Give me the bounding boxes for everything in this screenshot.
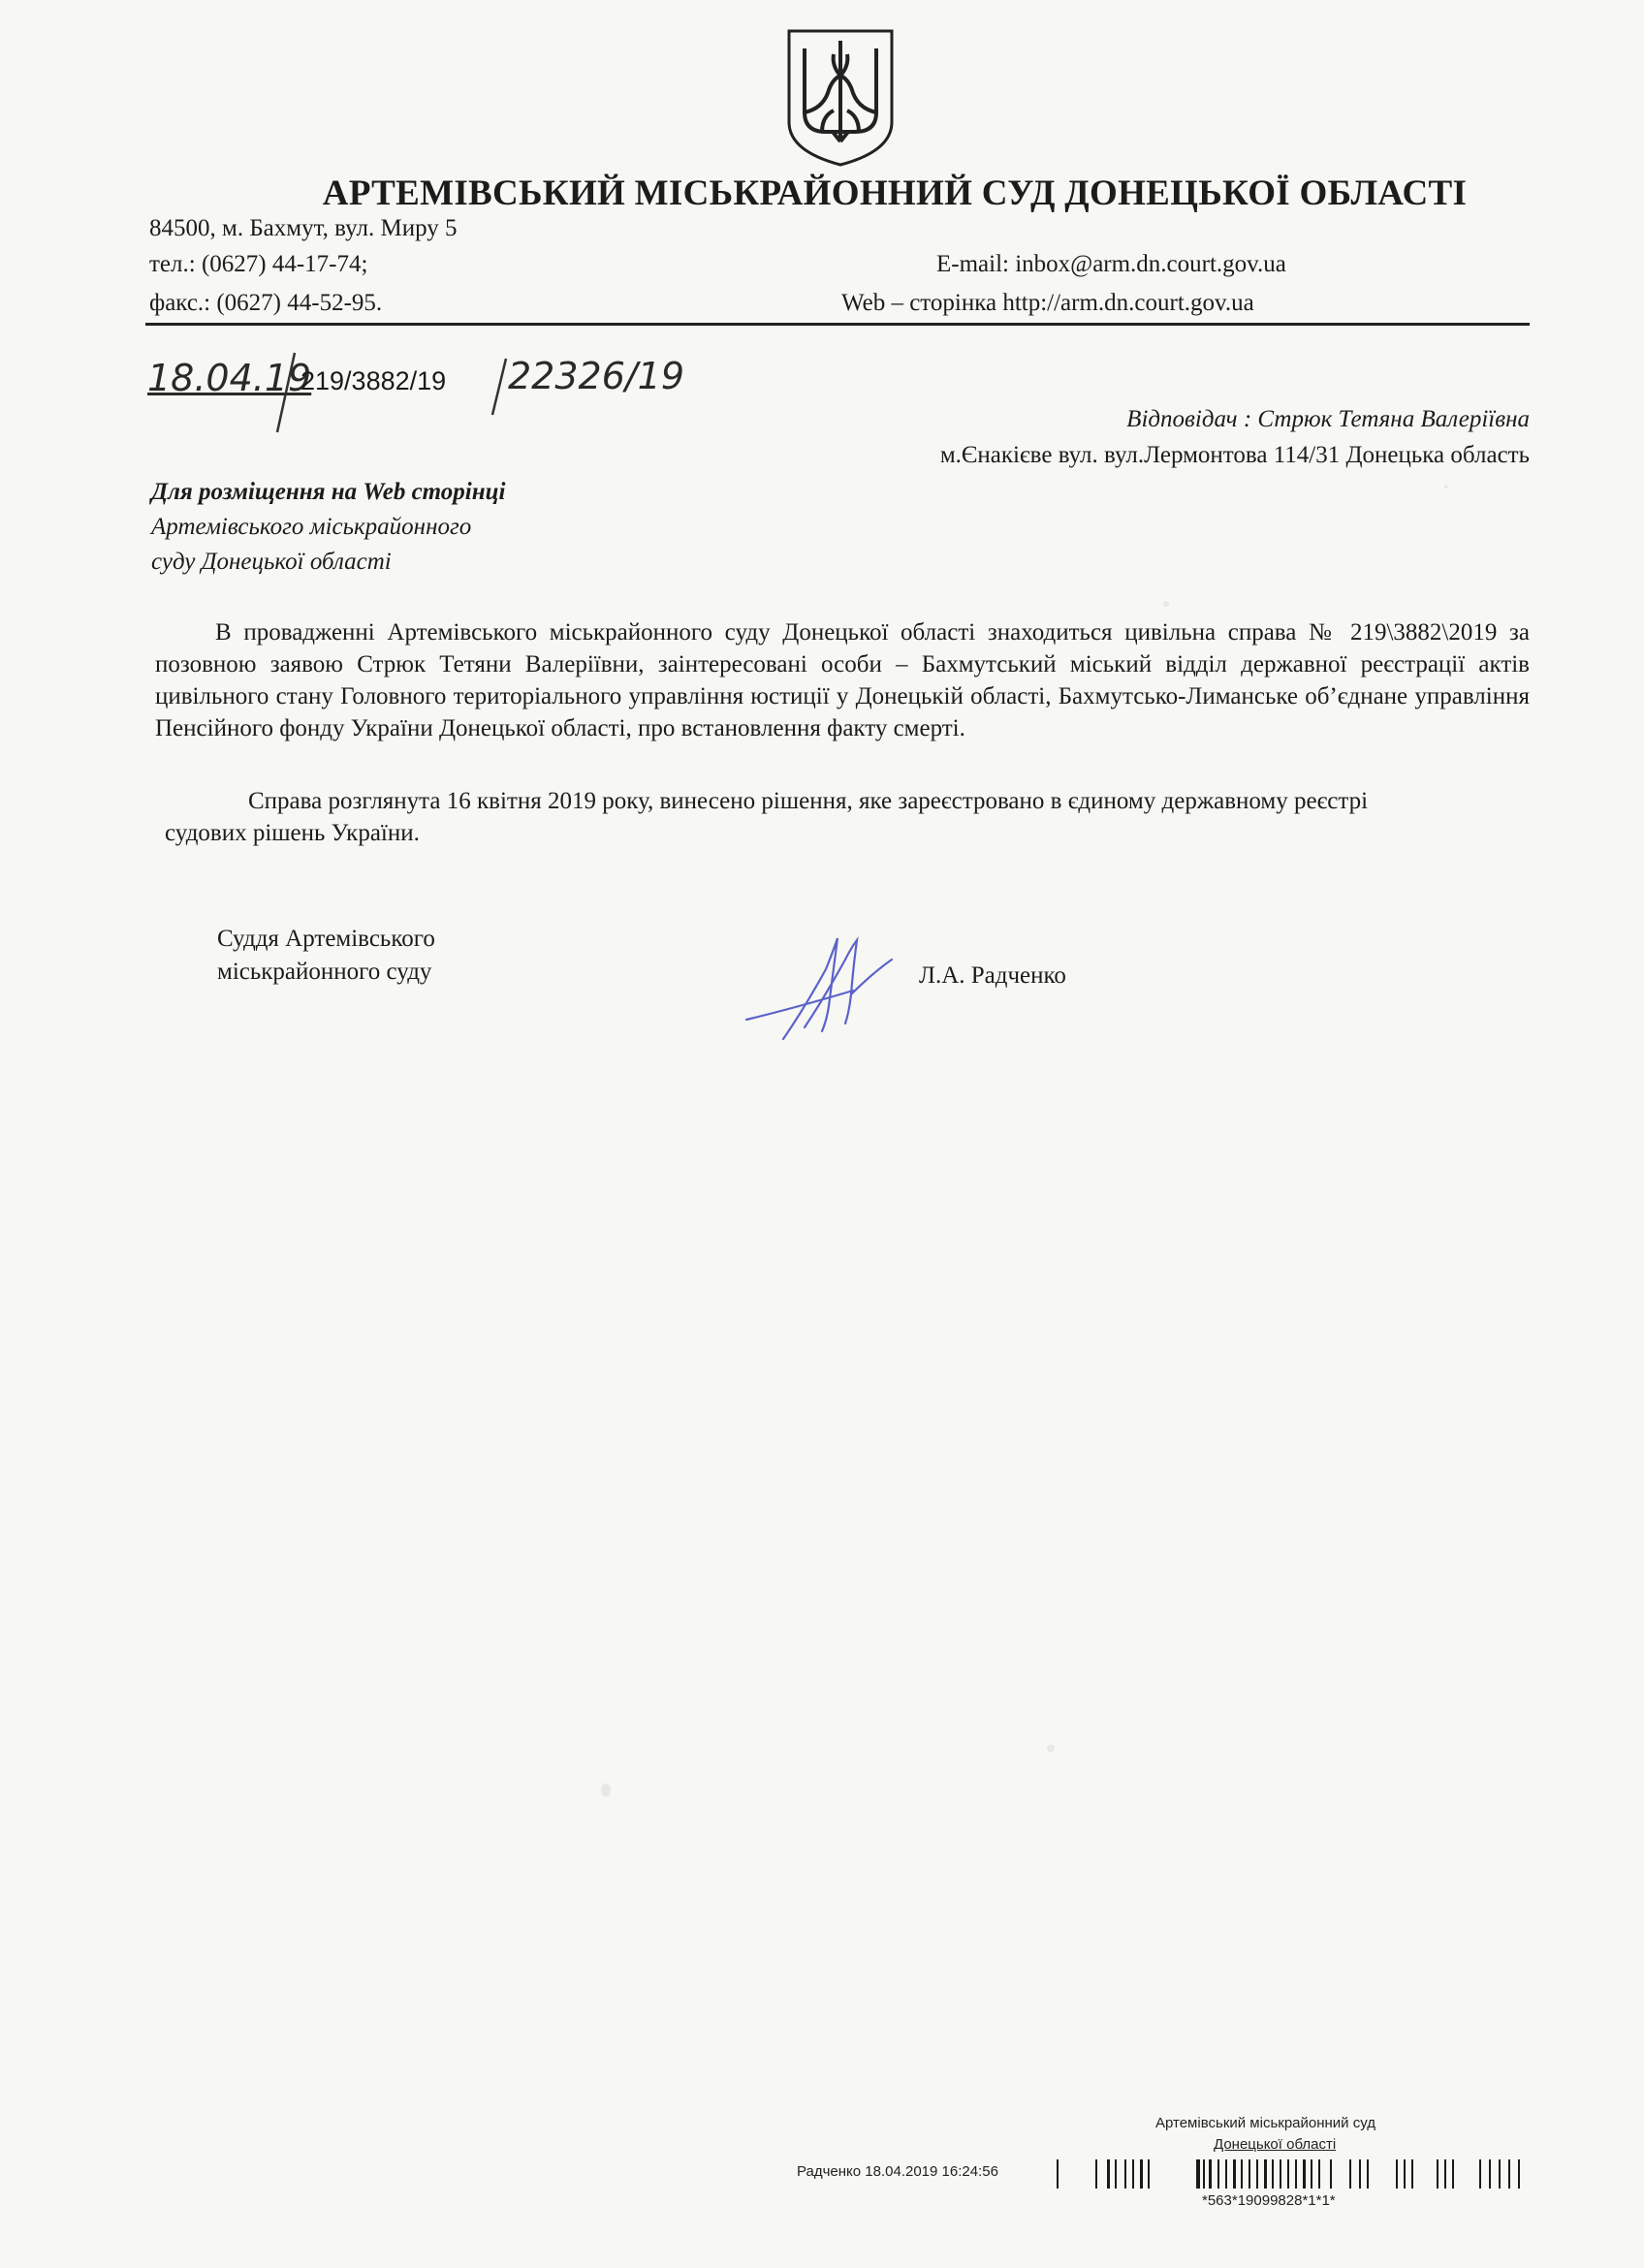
defendant-line: Відповідач : Стрюк Тетяна Валеріївна: [1126, 406, 1530, 432]
court-phone: тел.: (0627) 44-17-74;: [149, 251, 368, 277]
body-paragraph: Справа розглянута 16 квітня 2019 року, винесено рішення, яке зареєстровано в єдиному державному реєстрі судових рішень України.: [165, 788, 1369, 846]
court-title: АРТЕМІВСЬКИЙ МІСЬКРАЙОННИЙ СУД ДОНЕЦЬКОЇ ОБЛАСТІ: [322, 173, 1468, 213]
defendant-address: м.Єнакієве вул. вул.Лермонтова 114/31 Донецька область: [939, 442, 1530, 468]
paper-speck: [601, 1783, 611, 1797]
barcode-icon: [1057, 2159, 1532, 2189]
court-address: 84500, м. Бахмут, вул. Миру 5: [149, 215, 458, 241]
web-note-line: суду Донецької області: [151, 549, 392, 575]
paper-speck: [1444, 485, 1448, 488]
paper-speck: [1163, 601, 1169, 607]
handwritten-reg-number: 22326/19: [508, 355, 685, 397]
court-email: E-mail: inbox@arm.dn.court.gov.ua: [936, 251, 1286, 277]
handwritten-date: 18.04.19: [147, 357, 312, 399]
slash-mark-icon: [271, 349, 300, 436]
coat-of-arms-icon: [783, 27, 898, 169]
case-number: 219/3882/19: [300, 366, 447, 395]
court-fax: факс.: (0627) 44-52-95.: [149, 290, 383, 316]
handwritten-signature-icon: [737, 930, 931, 1047]
paper-speck: [1047, 1745, 1055, 1752]
stamp-org-line: Артемівський міськрайонний суд: [1155, 2115, 1375, 2131]
stamp-signed-by: Радченко 18.04.2019 16:24:56: [797, 2163, 998, 2180]
judge-name: Л.А. Радченко: [919, 962, 1066, 989]
court-website: Web – сторінка http://arm.dn.court.gov.ua: [841, 290, 1254, 316]
judge-title-line: Суддя Артемівського: [217, 926, 435, 952]
web-note-title: Для розміщення на Web сторінці: [151, 479, 506, 505]
header-divider: [145, 323, 1530, 326]
web-note-line: Артемівського міськрайонного: [151, 514, 472, 540]
barcode-code: *563*19099828*1*1*: [1202, 2192, 1336, 2209]
judge-title-line: міськрайонного суду: [217, 959, 432, 985]
body-paragraph: В провадженні Артемівського міськрайонного суду Донецької області знаходиться цивільна справа № 219\3882\2019 за позовною заявою Стрюк Тетяни Валеріївни, заінтересовані особи – Бахмутський міський відділ державної реєстрації актів цивільного стану Головного територіального управління юстиції у Донецькій області, Бахмутсько-Лиманське об’єднане управління Пенсійного фонду України Донецької області, про встановлення факту смерті.: [155, 619, 1530, 741]
stamp-org-line: Донецької області: [1214, 2136, 1337, 2153]
